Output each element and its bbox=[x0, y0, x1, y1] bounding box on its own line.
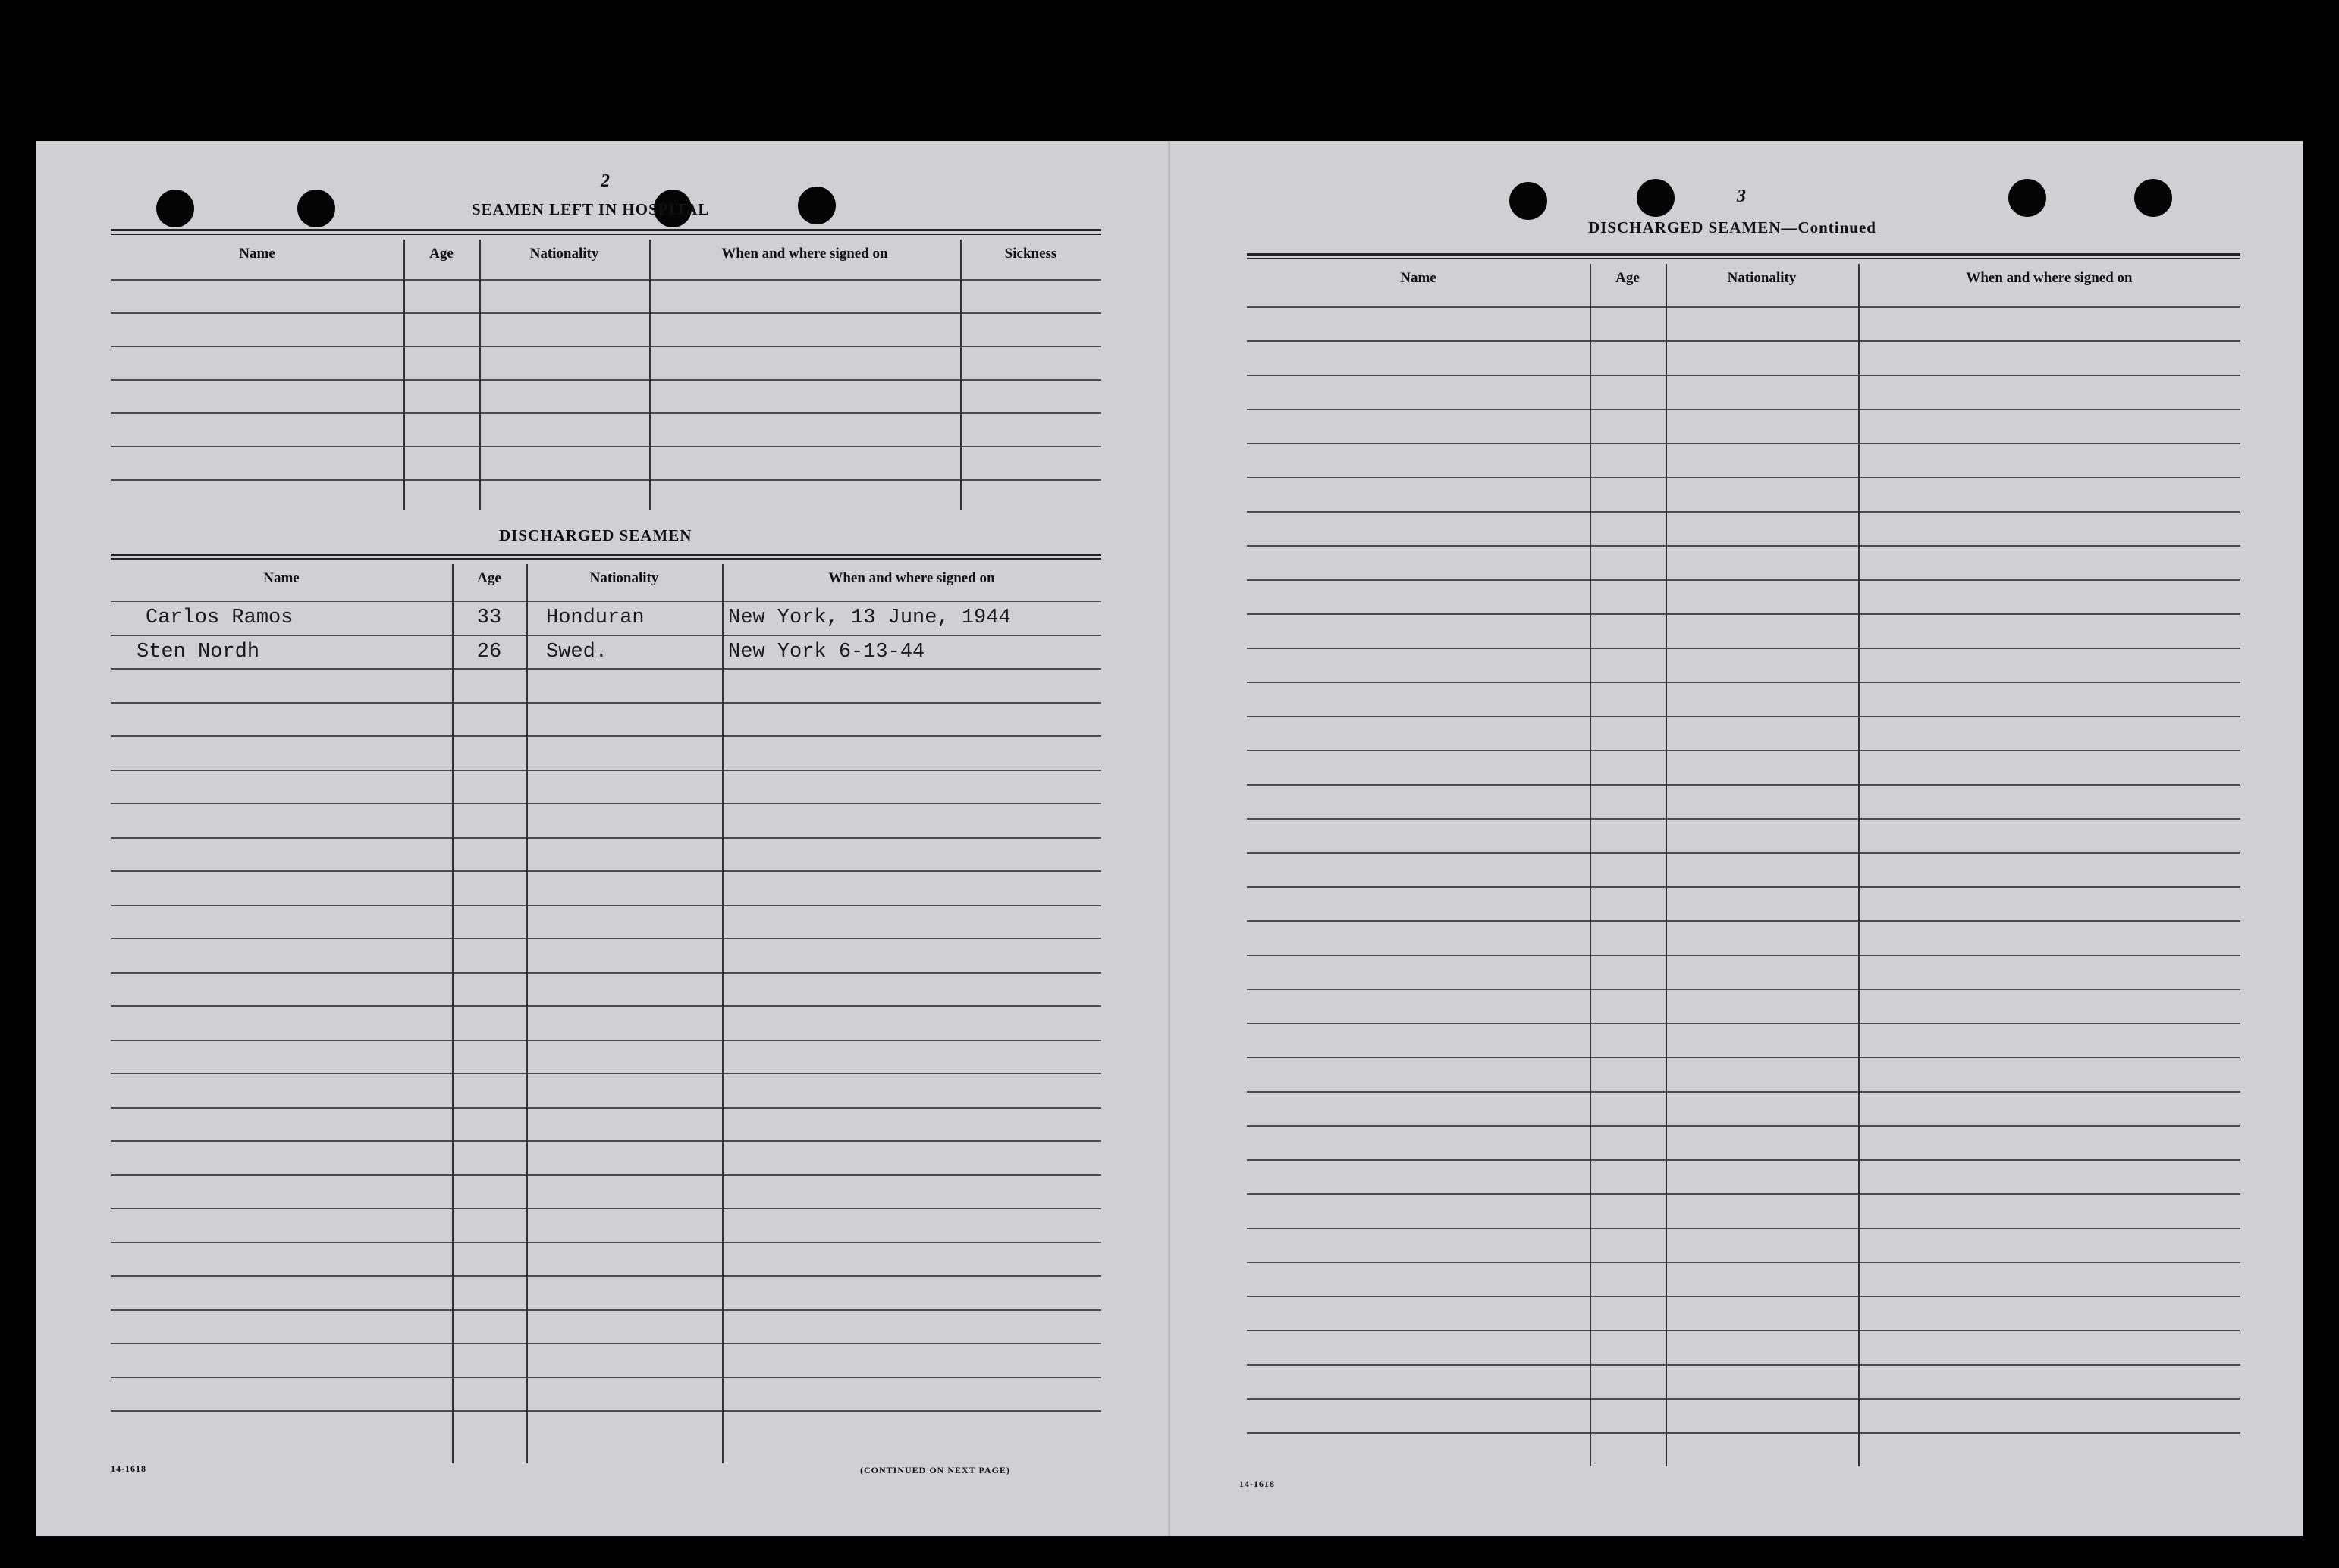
page-fold bbox=[1168, 141, 1170, 1536]
row-line bbox=[1247, 1193, 2240, 1195]
column-divider bbox=[1590, 264, 1591, 1466]
row-line bbox=[1247, 477, 2240, 478]
discharged-continued-table bbox=[1247, 253, 2240, 1466]
row-line bbox=[111, 1005, 1101, 1007]
column-divider bbox=[403, 240, 405, 510]
column-divider bbox=[960, 240, 962, 510]
row-line bbox=[111, 803, 1101, 804]
column-header: Nationality bbox=[589, 570, 659, 586]
row-signed-on: New York, 13 June, 1944 bbox=[728, 607, 1011, 629]
row-line bbox=[1247, 1057, 2240, 1058]
row-line bbox=[1247, 443, 2240, 444]
column-divider bbox=[649, 240, 651, 510]
punch-hole bbox=[156, 190, 194, 227]
row-line bbox=[1247, 784, 2240, 786]
row-line bbox=[1247, 409, 2240, 410]
row-line bbox=[111, 1107, 1101, 1109]
row-line bbox=[1247, 886, 2240, 888]
row-line bbox=[111, 770, 1101, 771]
top-rule bbox=[111, 558, 1101, 560]
row-line bbox=[111, 1309, 1101, 1311]
punch-hole bbox=[798, 187, 836, 224]
column-header: Name bbox=[263, 570, 300, 586]
row-line bbox=[111, 379, 1101, 381]
punch-hole bbox=[2134, 179, 2172, 217]
column-divider bbox=[452, 564, 454, 1463]
row-line bbox=[111, 938, 1101, 939]
row-line bbox=[111, 837, 1101, 839]
row-line bbox=[111, 479, 1101, 481]
row-line bbox=[111, 735, 1101, 737]
column-header: Age bbox=[1615, 270, 1640, 286]
row-line bbox=[1247, 545, 2240, 547]
column-header: When and where signed on bbox=[828, 570, 995, 586]
row-line bbox=[111, 1377, 1101, 1378]
row-line bbox=[111, 1073, 1101, 1074]
row-line bbox=[1247, 375, 2240, 376]
column-header: Age bbox=[429, 246, 454, 262]
row-line bbox=[111, 1275, 1101, 1277]
row-line bbox=[1247, 1159, 2240, 1161]
top-rule bbox=[111, 229, 1101, 231]
row-age: 26 bbox=[476, 640, 502, 663]
row-line bbox=[111, 279, 1101, 281]
form-number-right: 14-1618 bbox=[1239, 1479, 1275, 1489]
continued-note: (CONTINUED ON NEXT PAGE) bbox=[860, 1465, 1010, 1475]
row-line bbox=[1247, 920, 2240, 922]
row-line bbox=[1247, 648, 2240, 649]
column-divider bbox=[722, 564, 724, 1463]
row-line bbox=[111, 346, 1101, 347]
row-line bbox=[1247, 989, 2240, 990]
top-rule bbox=[1247, 258, 2240, 259]
row-age: 33 bbox=[476, 607, 502, 629]
column-divider bbox=[479, 240, 481, 510]
column-header: Sickness bbox=[1004, 246, 1057, 262]
column-header: Name bbox=[239, 246, 275, 262]
hospital-section-title: SEAMEN LEFT IN HOSPITAL bbox=[472, 200, 710, 218]
column-header: When and where signed on bbox=[721, 246, 888, 262]
punch-hole bbox=[1509, 182, 1547, 220]
row-line bbox=[111, 412, 1101, 414]
page-number-right: 3 bbox=[1737, 187, 1746, 206]
row-line bbox=[1247, 1262, 2240, 1263]
row-line bbox=[111, 635, 1101, 636]
row-line bbox=[1247, 1364, 2240, 1366]
page-number-left: 2 bbox=[601, 171, 610, 191]
row-line bbox=[1247, 818, 2240, 820]
column-header: When and where signed on bbox=[1966, 270, 2133, 286]
column-divider bbox=[1858, 264, 1860, 1466]
row-line bbox=[1247, 511, 2240, 513]
discharged-continued-title: DISCHARGED SEAMEN—Continued bbox=[1588, 218, 1876, 237]
hospital-table bbox=[111, 229, 1101, 510]
row-line bbox=[111, 446, 1101, 447]
top-rule bbox=[111, 234, 1101, 235]
row-line bbox=[111, 312, 1101, 314]
row-line bbox=[1247, 1398, 2240, 1400]
row-line bbox=[111, 972, 1101, 974]
column-divider bbox=[1666, 264, 1667, 1466]
row-line bbox=[111, 1040, 1101, 1041]
row-line bbox=[1247, 340, 2240, 342]
row-line bbox=[1247, 852, 2240, 854]
row-line bbox=[1247, 955, 2240, 956]
top-rule bbox=[1247, 253, 2240, 256]
row-line bbox=[111, 905, 1101, 906]
row-line bbox=[1247, 1023, 2240, 1024]
row-name: Sten Nordh bbox=[137, 640, 260, 663]
discharged-table bbox=[111, 554, 1101, 1463]
row-line bbox=[111, 668, 1101, 670]
row-line bbox=[111, 1343, 1101, 1344]
row-line bbox=[1247, 1296, 2240, 1297]
column-header: Nationality bbox=[529, 246, 599, 262]
row-line bbox=[1247, 306, 2240, 308]
row-line bbox=[111, 702, 1101, 704]
row-line bbox=[1247, 579, 2240, 581]
row-line bbox=[1247, 1228, 2240, 1229]
row-line bbox=[1247, 613, 2240, 615]
punch-hole bbox=[1637, 179, 1675, 217]
row-nationality: Honduran bbox=[546, 607, 645, 629]
column-header: Age bbox=[477, 570, 501, 586]
row-line bbox=[111, 1174, 1101, 1176]
row-line bbox=[111, 601, 1101, 602]
column-header: Nationality bbox=[1727, 270, 1797, 286]
row-line bbox=[111, 1410, 1101, 1412]
top-rule bbox=[111, 554, 1101, 556]
row-line bbox=[1247, 1330, 2240, 1331]
row-line bbox=[111, 870, 1101, 872]
row-line bbox=[1247, 682, 2240, 683]
punch-hole bbox=[297, 190, 335, 227]
row-line bbox=[1247, 716, 2240, 717]
form-number-left: 14-1618 bbox=[111, 1463, 146, 1474]
row-line bbox=[111, 1140, 1101, 1142]
row-nationality: Swed. bbox=[546, 640, 608, 663]
row-signed-on: New York 6-13-44 bbox=[728, 640, 925, 663]
discharged-section-title: DISCHARGED SEAMEN bbox=[499, 526, 692, 544]
row-name: Carlos Ramos bbox=[146, 607, 294, 629]
row-line bbox=[1247, 1091, 2240, 1093]
column-divider bbox=[526, 564, 528, 1463]
row-line bbox=[111, 1242, 1101, 1243]
row-line bbox=[1247, 1432, 2240, 1434]
row-line bbox=[1247, 1125, 2240, 1127]
row-line bbox=[1247, 750, 2240, 751]
column-header: Name bbox=[1400, 270, 1436, 286]
punch-hole bbox=[2008, 179, 2046, 217]
row-line bbox=[111, 1208, 1101, 1209]
